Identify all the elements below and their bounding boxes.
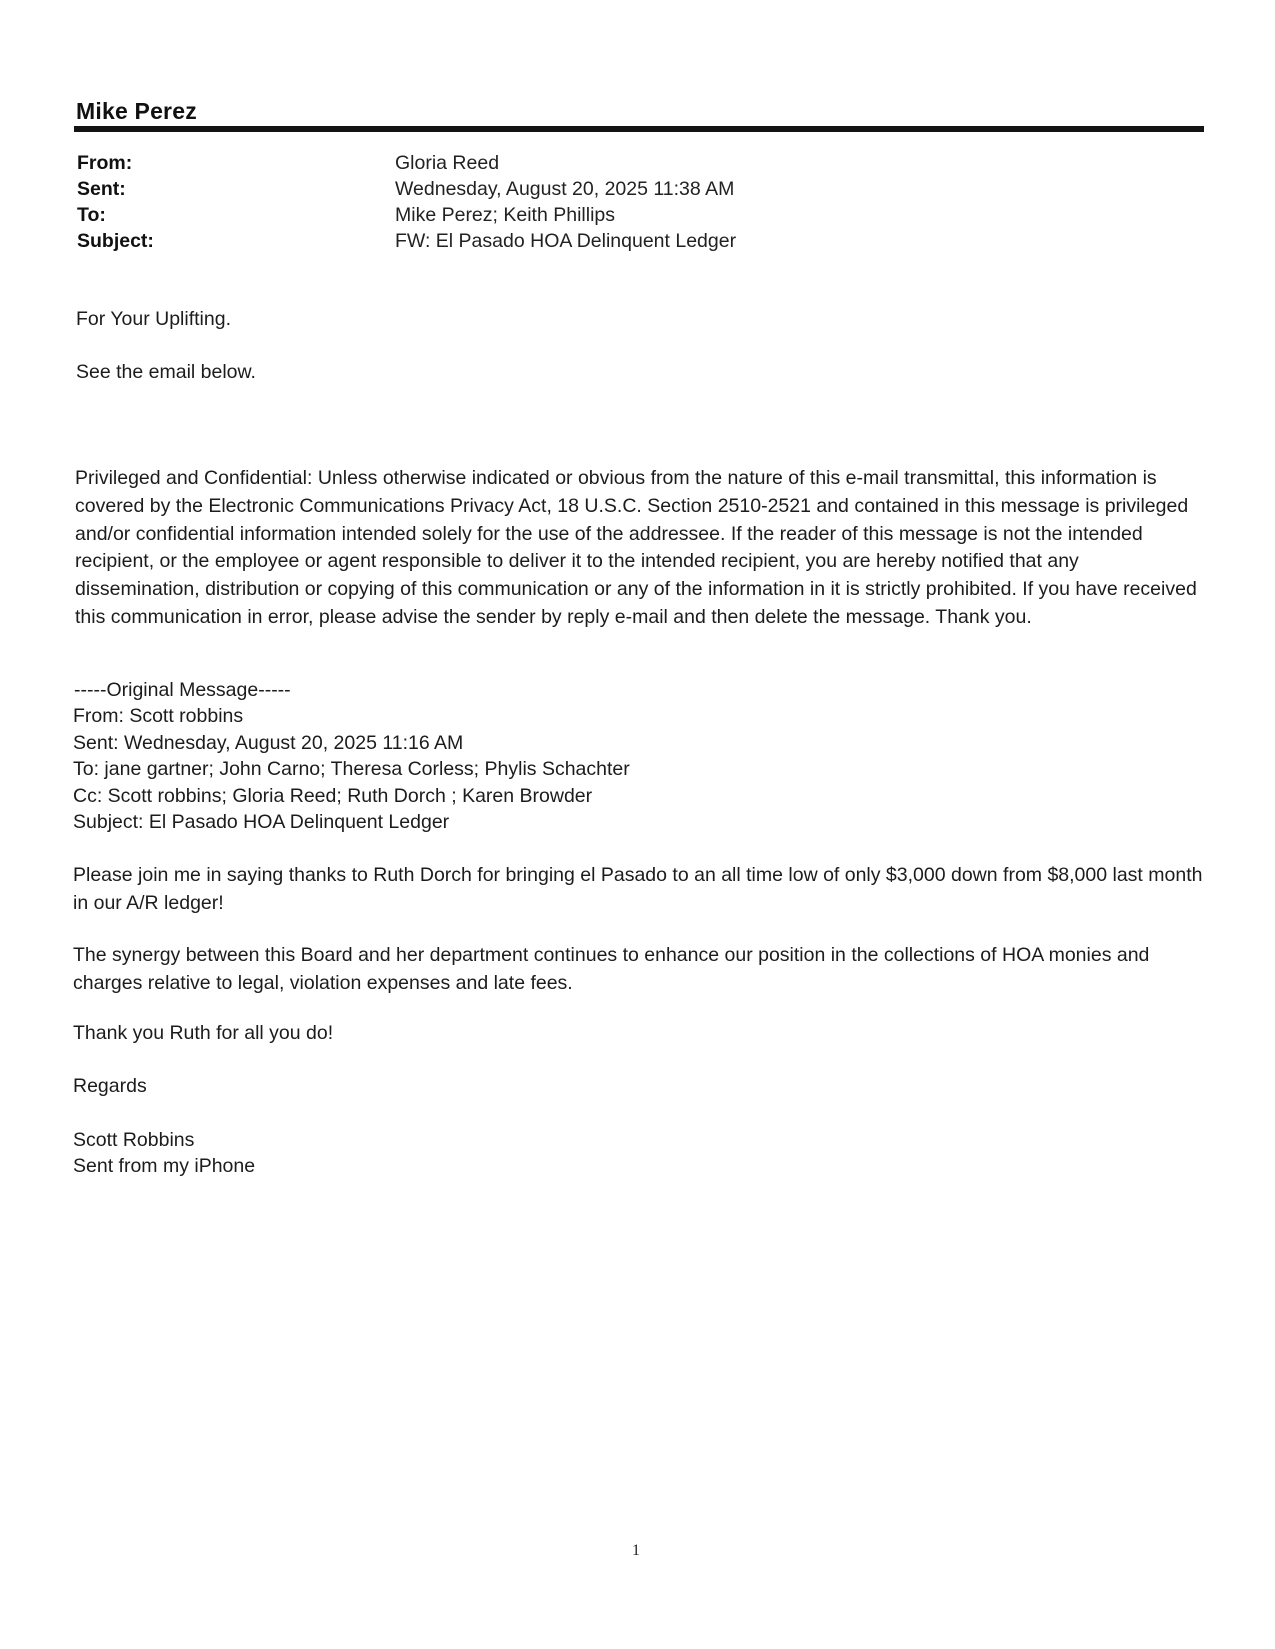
original-sent-from: Sent from my iPhone (73, 1155, 256, 1177)
original-to: To: jane gartner; John Carno; Theresa Corless; Phylis Schachter (73, 758, 630, 780)
confidentiality-notice: Privileged and Confidential: Unless otherwise indicated or obvious from the nature of this e-mail transmittal, this information is covered by the Electronic Communications Privacy Act, 18 U.S.C. Section 2510-2521 and contained in this message is privileged and/or confidential information intended solely for the use of the addressee. If the reader of this message is not the intended recipient, or the employee or agent responsible to deliver it to the intended recipient, you are hereby notified that any dissemination, distribution or copying of this communication or any of the information in it is strictly prohibited. If you have received this communication in error, please advise the sender by reply e-mail and then delete the message. Thank you. (75, 467, 1197, 628)
subject-value: FW: El Pasado HOA Delinquent Ledger (395, 230, 737, 252)
subject-label: Subject: (77, 230, 154, 252)
original-subject: Subject: El Pasado HOA Delinquent Ledger (73, 811, 450, 833)
original-cc: Cc: Scott robbins; Gloria Reed; Ruth Dorch ; Karen Browder (73, 785, 593, 807)
page-number: 1 (632, 1542, 640, 1559)
mailbox-owner-name: Mike Perez (76, 98, 197, 124)
to-value: Mike Perez; Keith Phillips (395, 204, 616, 226)
original-thank-you-line: Thank you Ruth for all you do! (73, 1022, 334, 1044)
sent-value: Wednesday, August 20, 2025 11:38 AM (395, 178, 735, 200)
body-line-see-below: See the email below. (76, 361, 256, 383)
to-label: To: (77, 204, 106, 226)
from-value: Gloria Reed (395, 152, 500, 174)
original-regards: Regards (73, 1075, 147, 1097)
sent-label: Sent: (77, 178, 126, 200)
original-from: From: Scott robbins (73, 705, 244, 727)
body-line-uplifting: For Your Uplifting. (76, 308, 232, 330)
header-divider (74, 126, 1204, 132)
original-sent: Sent: Wednesday, August 20, 2025 11:16 AM (73, 732, 464, 754)
original-signature-name: Scott Robbins (73, 1129, 195, 1151)
original-paragraph-thanks-ruth: Please join me in saying thanks to Ruth Dorch for bringing el Pasado to an all time low of only $3,000 down from $8,000 last month in our A/R ledger! (73, 864, 1203, 914)
from-label: From: (77, 152, 133, 174)
original-paragraph-synergy: The synergy between this Board and her department continues to enhance our position in the collections of HOA monies and charges relative to legal, violation expenses and late fees. (73, 944, 1150, 994)
original-message-separator: -----Original Message----- (74, 679, 291, 701)
